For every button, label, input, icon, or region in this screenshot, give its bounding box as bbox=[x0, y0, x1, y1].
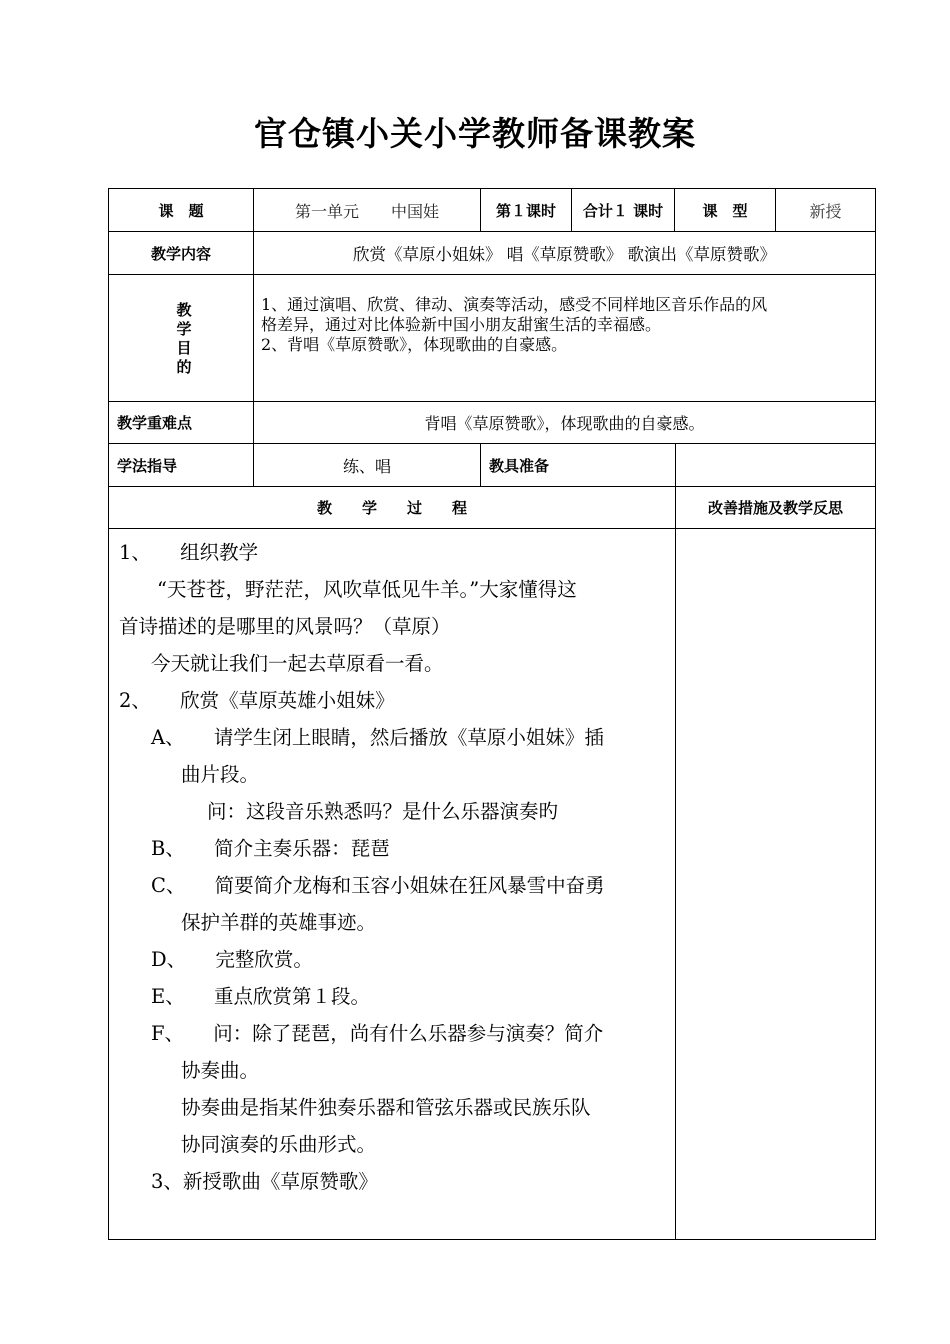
process-line: 首诗描述的是哪里的风景吗？（草原） bbox=[119, 615, 451, 638]
content-value: 欣赏《草原小姐妹》 唱《草原赞歌》 歌演出《草原赞歌》 bbox=[353, 245, 776, 264]
lesson-type-value: 新授 bbox=[809, 201, 842, 221]
process-line: C、 简要简介龙梅和玉容小姐妹在狂风暴雪中奋勇 bbox=[151, 874, 605, 897]
objectives-text bbox=[261, 295, 871, 355]
process-line: 1、 组织教学 bbox=[119, 541, 259, 564]
page-title: 官仓镇小关小学教师备课教案 bbox=[254, 114, 696, 153]
lesson-number: 第１课时 bbox=[495, 201, 556, 220]
lesson-type-label: 课 型 bbox=[702, 201, 748, 220]
process-line: 2、 欣赏《草原英雄小姐妹》 bbox=[119, 689, 395, 712]
process-line: 今天就让我们一起去草原看一看。 bbox=[151, 652, 444, 675]
process-line: 协奏曲是指某件独奏乐器和管弦乐器或民族乐队 bbox=[181, 1096, 591, 1119]
process-line: A、 请学生闭上眼睛，然后播放《草原小姐妹》插 bbox=[151, 726, 604, 749]
process-header: 教 学 过 程 bbox=[316, 499, 467, 517]
key-points-value: 背唱《草原赞歌》，体现歌曲的自豪感。 bbox=[424, 414, 705, 433]
process-line: 协同演奏的乐曲形式。 bbox=[181, 1133, 377, 1156]
key-points-label: 教学重难点 bbox=[117, 414, 193, 432]
objectives-label-char: 的 bbox=[176, 358, 192, 376]
objectives-label bbox=[175, 301, 193, 377]
method-label: 学法指导 bbox=[117, 456, 178, 475]
objectives-label-char: 目 bbox=[176, 339, 192, 357]
process-line: 保护羊群的英雄事迹。 bbox=[181, 911, 377, 934]
objective-line: 1、通过演唱、欣赏、律动、演奏等活动，感受不同样地区音乐作品的风 bbox=[261, 295, 768, 314]
lesson-total: 合计１ 课时 bbox=[582, 201, 664, 220]
process-line: D、 完整欣赏。 bbox=[151, 948, 313, 971]
process-line: B、 简介主奏乐器：琵琶 bbox=[151, 837, 390, 860]
method-value: 练、唱 bbox=[342, 456, 391, 476]
objective-line: 格差异，通过对比体验新中国小朋友甜蜜生活的幸福感。 bbox=[261, 315, 662, 334]
process-line: “天苍苍，野茫茫，风吹草低见牛羊。”大家懂得这 bbox=[157, 578, 577, 601]
process-line: 协奏曲。 bbox=[181, 1059, 260, 1082]
process-line: 问：这段音乐熟悉吗？是什么乐器演奏旳 bbox=[207, 800, 559, 823]
process-line: F、 问：除了琵琶，尚有什么乐器参与演奏？简介 bbox=[151, 1022, 604, 1045]
reflection-header: 改善措施及教学反思 bbox=[707, 499, 843, 517]
objectives-label-char: 学 bbox=[176, 320, 192, 338]
objectives-label-char: 教 bbox=[176, 301, 192, 319]
topic-label: 课 题 bbox=[158, 201, 204, 220]
content-label: 教学内容 bbox=[150, 244, 211, 263]
process-line: 3、新授歌曲《草原赞歌》 bbox=[151, 1170, 378, 1193]
lesson-plan-table bbox=[108, 188, 876, 1240]
process-line: 曲片段。 bbox=[181, 763, 260, 786]
objective-line: 2、背唱《草原赞歌》，体现歌曲的自豪感。 bbox=[261, 335, 568, 354]
tools-value bbox=[676, 444, 875, 486]
topic-value: 第一单元 中国娃 bbox=[294, 201, 439, 221]
process-line: E、 重点欣赏第１段。 bbox=[151, 985, 370, 1008]
tools-label: 教具准备 bbox=[489, 456, 550, 475]
